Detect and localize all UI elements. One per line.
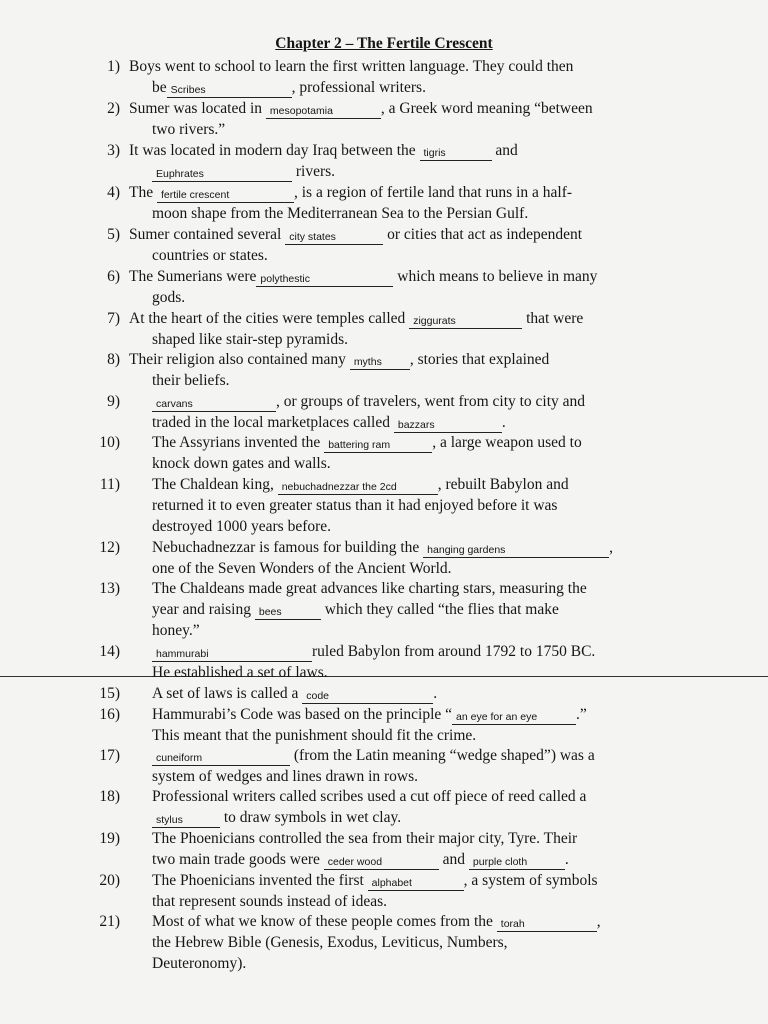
question-text: The Chaldeans made great advances like charting stars, measuring the (152, 580, 587, 597)
question-number: 20) (99, 872, 120, 889)
answer-blank[interactable]: carvans (152, 397, 276, 412)
question-line (152, 870, 598, 891)
answer-blank[interactable]: alphabet (368, 876, 464, 891)
question-line (152, 412, 506, 433)
answer-blank[interactable]: tigris (420, 146, 492, 161)
question-text: The Phoenicians controlled the sea from their major city, Tyre. Their (152, 830, 578, 847)
fold-line (0, 676, 768, 677)
question-line (152, 558, 452, 579)
question-text: , rebuilt Babylon and (437, 476, 569, 493)
question-text: year and raising (152, 601, 255, 618)
question-number: 21) (99, 913, 120, 930)
question-line (129, 182, 572, 203)
question-line (152, 119, 225, 140)
question-number: 16) (99, 706, 120, 723)
question-text: He established a set of laws. (152, 664, 328, 681)
question-text: or cities that act as independent (383, 226, 583, 243)
question-line (152, 932, 508, 953)
question-text: two main trade goods were (152, 851, 324, 868)
answer-blank[interactable]: code (302, 689, 433, 704)
question-text: be (152, 79, 167, 96)
question-text: . (501, 414, 506, 431)
question-line (129, 308, 583, 329)
answer-blank[interactable]: battering ram (324, 438, 432, 453)
question-line (129, 140, 518, 161)
question-text: to draw symbols in wet clay. (220, 809, 402, 826)
question-text: system of wedges and lines drawn in rows. (152, 768, 419, 785)
question-text: destroyed 1000 years before. (152, 518, 332, 535)
question-text: Boys went to school to learn the first written language. They could then (129, 58, 574, 75)
question-text: and (438, 851, 469, 868)
question-text: , a large weapon used to (432, 434, 582, 451)
question-line (152, 474, 569, 495)
question-text: Sumer contained several (129, 226, 286, 243)
answer-blank[interactable]: hammurabi (152, 647, 312, 662)
question-text: returned it to even greater status than it had enjoyed before it was (152, 497, 558, 514)
question-text: rivers. (292, 163, 336, 180)
question-text: ruled Babylon from around 1792 to 1750 BC. (312, 643, 596, 660)
answer-blank[interactable]: torah (497, 917, 597, 932)
question-line (152, 432, 582, 453)
question-line (152, 161, 335, 182)
question-line (152, 495, 557, 516)
question-line (129, 56, 573, 77)
answer-blank[interactable]: Euphrates (152, 167, 292, 182)
question-line (152, 911, 601, 932)
question-number: 13) (99, 580, 120, 597)
question-text: that represent sounds instead of ideas. (152, 893, 388, 910)
question-number: 15) (99, 685, 120, 702)
question-line (152, 953, 246, 974)
question-text: , (596, 913, 601, 930)
question-text: Most of what we know of these people comes from the (152, 913, 497, 930)
question-line (152, 641, 595, 662)
question-text: , professional writers. (291, 79, 426, 96)
question-line (152, 704, 587, 725)
question-number: 2) (107, 100, 120, 117)
question-text: , or groups of travelers, went from city to city and (276, 393, 586, 410)
question-line (152, 453, 331, 474)
question-text: The (129, 184, 157, 201)
question-line (152, 245, 268, 266)
question-text: two rivers.” (152, 121, 226, 138)
question-text: . (433, 685, 438, 702)
question-text: , (609, 539, 614, 556)
question-line (152, 620, 200, 641)
answer-blank[interactable]: mesopotamia (266, 104, 381, 119)
question-text: Deuteronomy). (152, 955, 247, 972)
answer-blank[interactable]: myths (350, 355, 410, 370)
question-line (152, 786, 586, 807)
question-line (152, 391, 585, 412)
answer-blank[interactable]: nebuchadnezzar the 2cd (278, 480, 438, 495)
question-line (152, 370, 229, 391)
question-text: The Phoenicians invented the first (152, 872, 368, 889)
question-number: 1) (107, 58, 120, 75)
question-line (129, 349, 549, 370)
question-line (152, 662, 328, 683)
question-text: their beliefs. (152, 372, 230, 389)
question-number: 10) (99, 434, 120, 451)
question-text: the Hebrew Bible (Genesis, Exodus, Leviticus, Numbers, (152, 934, 508, 951)
question-text: countries or states. (152, 247, 268, 264)
question-text: (from the Latin meaning “wedge shaped”) was a (290, 747, 595, 764)
question-line (152, 203, 528, 224)
question-line (152, 683, 437, 704)
answer-blank[interactable]: ziggurats (409, 314, 522, 329)
question-text: The Sumerians were (129, 268, 257, 285)
question-line (152, 329, 348, 350)
answer-blank[interactable]: Scribes (167, 83, 292, 98)
question-text: Sumer was located in (129, 100, 266, 117)
answer-blank[interactable]: hanging gardens (423, 543, 609, 558)
question-text: At the heart of the cities were temples called (129, 310, 410, 327)
question-line (152, 849, 569, 870)
question-text: Hammurabi’s Code was based on the principle “ (152, 706, 453, 723)
question-text: one of the Seven Wonders of the Ancient World. (152, 560, 452, 577)
question-text: honey.” (152, 622, 200, 639)
question-line (129, 98, 593, 119)
answer-blank[interactable]: cuneiform (152, 751, 290, 766)
question-number: 4) (107, 184, 120, 201)
question-text: A set of laws is called a (152, 685, 303, 702)
question-line (152, 745, 595, 766)
question-text: shaped like stair-step pyramids. (152, 331, 348, 348)
answer-blank[interactable]: stylus (152, 813, 220, 828)
question-text: The Assyrians invented the (152, 434, 325, 451)
question-line (129, 266, 597, 287)
question-text: , a Greek word meaning “between (380, 100, 593, 117)
question-text: traded in the local marketplaces called (152, 414, 394, 431)
answer-blank[interactable]: ceder wood (324, 855, 439, 870)
question-text: Nebuchadnezzar is famous for building the (152, 539, 424, 556)
question-number: 18) (99, 788, 120, 805)
question-text: The Chaldean king, (152, 476, 278, 493)
question-number: 14) (99, 643, 120, 660)
question-number: 8) (107, 351, 120, 368)
question-line (152, 77, 426, 98)
answer-blank[interactable]: city states (285, 230, 383, 245)
question-number: 19) (99, 830, 120, 847)
question-line (152, 766, 418, 787)
question-number: 7) (107, 310, 120, 327)
answer-blank[interactable]: purple cloth (469, 855, 565, 870)
question-text: which means to believe in many (393, 268, 598, 285)
question-text: Their religion also contained many (129, 351, 350, 368)
question-line (152, 537, 613, 558)
question-text: moon shape from the Mediterranean Sea to the Persian Gulf. (152, 205, 529, 222)
question-line (152, 828, 577, 849)
question-text: gods. (152, 289, 186, 306)
answer-blank[interactable]: fertile crescent (157, 188, 294, 203)
question-line (152, 578, 587, 599)
question-text: which they called “the flies that make (320, 601, 559, 618)
question-line (152, 287, 185, 308)
answer-blank[interactable]: bees (255, 605, 321, 620)
question-line (152, 891, 387, 912)
question-number: 3) (107, 142, 120, 159)
question-line (152, 807, 401, 828)
question-text: and (491, 142, 518, 159)
question-text: . (564, 851, 569, 868)
question-line (152, 725, 476, 746)
question-text: It was located in modern day Iraq between the (129, 142, 420, 159)
question-text: , stories that explained (409, 351, 550, 368)
question-text: , a system of symbols (463, 872, 598, 889)
question-text: knock down gates and walls. (152, 455, 331, 472)
question-text: .” (576, 706, 587, 723)
question-number: 5) (107, 226, 120, 243)
question-text: Professional writers called scribes used a cut off piece of reed called a (152, 788, 587, 805)
answer-blank[interactable]: bazzars (394, 418, 502, 433)
question-line (129, 224, 582, 245)
question-line (152, 516, 331, 537)
question-number: 11) (99, 476, 120, 493)
question-text: , is a region of fertile land that runs in a half- (293, 184, 573, 201)
answer-blank[interactable]: polythestic (256, 272, 393, 287)
question-number: 17) (99, 747, 120, 764)
answer-blank[interactable]: an eye for an eye (452, 710, 576, 725)
question-number: 12) (99, 539, 120, 556)
question-line (152, 599, 559, 620)
question-number: 9) (107, 393, 120, 410)
question-text: that were (522, 310, 584, 327)
question-text: This meant that the punishment should fit the crime. (152, 727, 477, 744)
page-title: Chapter 2 – The Fertile Crescent (275, 35, 493, 52)
question-number: 6) (107, 268, 120, 285)
